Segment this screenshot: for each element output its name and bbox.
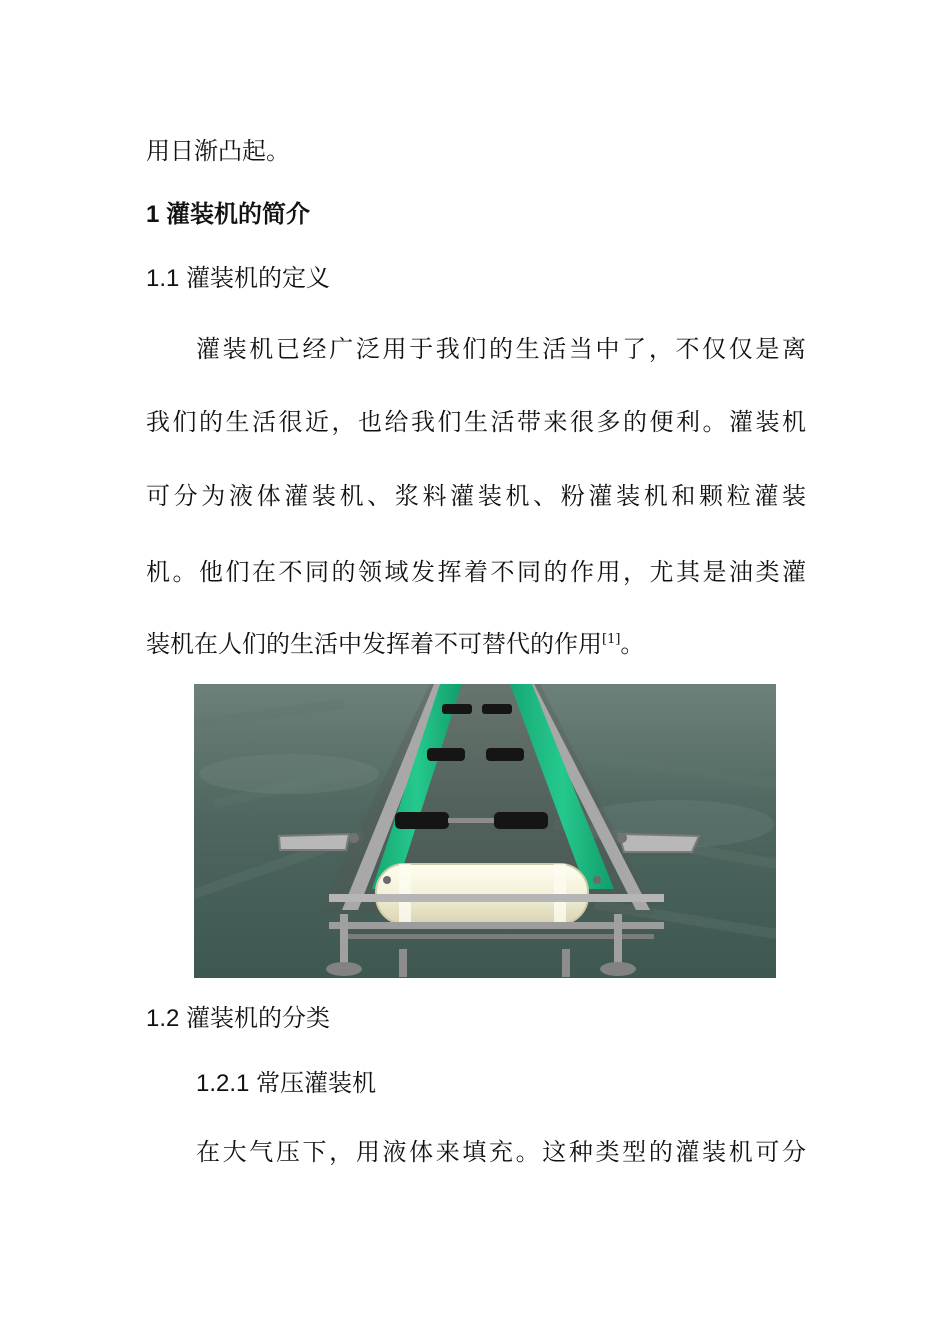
- paragraph-1-line-5: [146, 628, 644, 660]
- paragraph-2-line-1: 在大气压下，用液体来填充。这种类型的灌装机可分: [196, 1138, 806, 1166]
- paragraph-1-line-5-end: 。: [620, 630, 645, 658]
- paragraph-1-line-4: 机。他们在不同的领域发挥着不同的作用，尤其是油类灌: [146, 558, 806, 586]
- subsection-heading-1-2: 1.2 灌装机的分类: [146, 1005, 331, 1032]
- citation-marker: [1]: [602, 632, 621, 647]
- paragraph-1-line-2: 我们的生活很近，也给我们生活带来很多的便利。灌装机: [146, 408, 806, 436]
- subsection-heading-1-1: 1.1 灌装机的定义: [146, 265, 331, 292]
- section-heading-1: 1 灌装机的简介: [146, 201, 311, 228]
- paragraph-1-line-1: 灌装机已经广泛用于我们的生活当中了，不仅仅是离: [196, 335, 806, 363]
- paragraph-1-line-3: 可分为液体灌装机、浆料灌装机、粉灌装机和颗粒灌装: [146, 482, 806, 510]
- subsubsection-heading-1-2-1: 1.2.1 常压灌装机: [196, 1070, 377, 1097]
- continuation-text: 用日渐凸起。: [146, 137, 290, 165]
- paragraph-1-line-5-text: 装机在人们的生活中发挥着不可替代的作用: [146, 630, 602, 658]
- conveyor-belt-photo: [194, 684, 776, 978]
